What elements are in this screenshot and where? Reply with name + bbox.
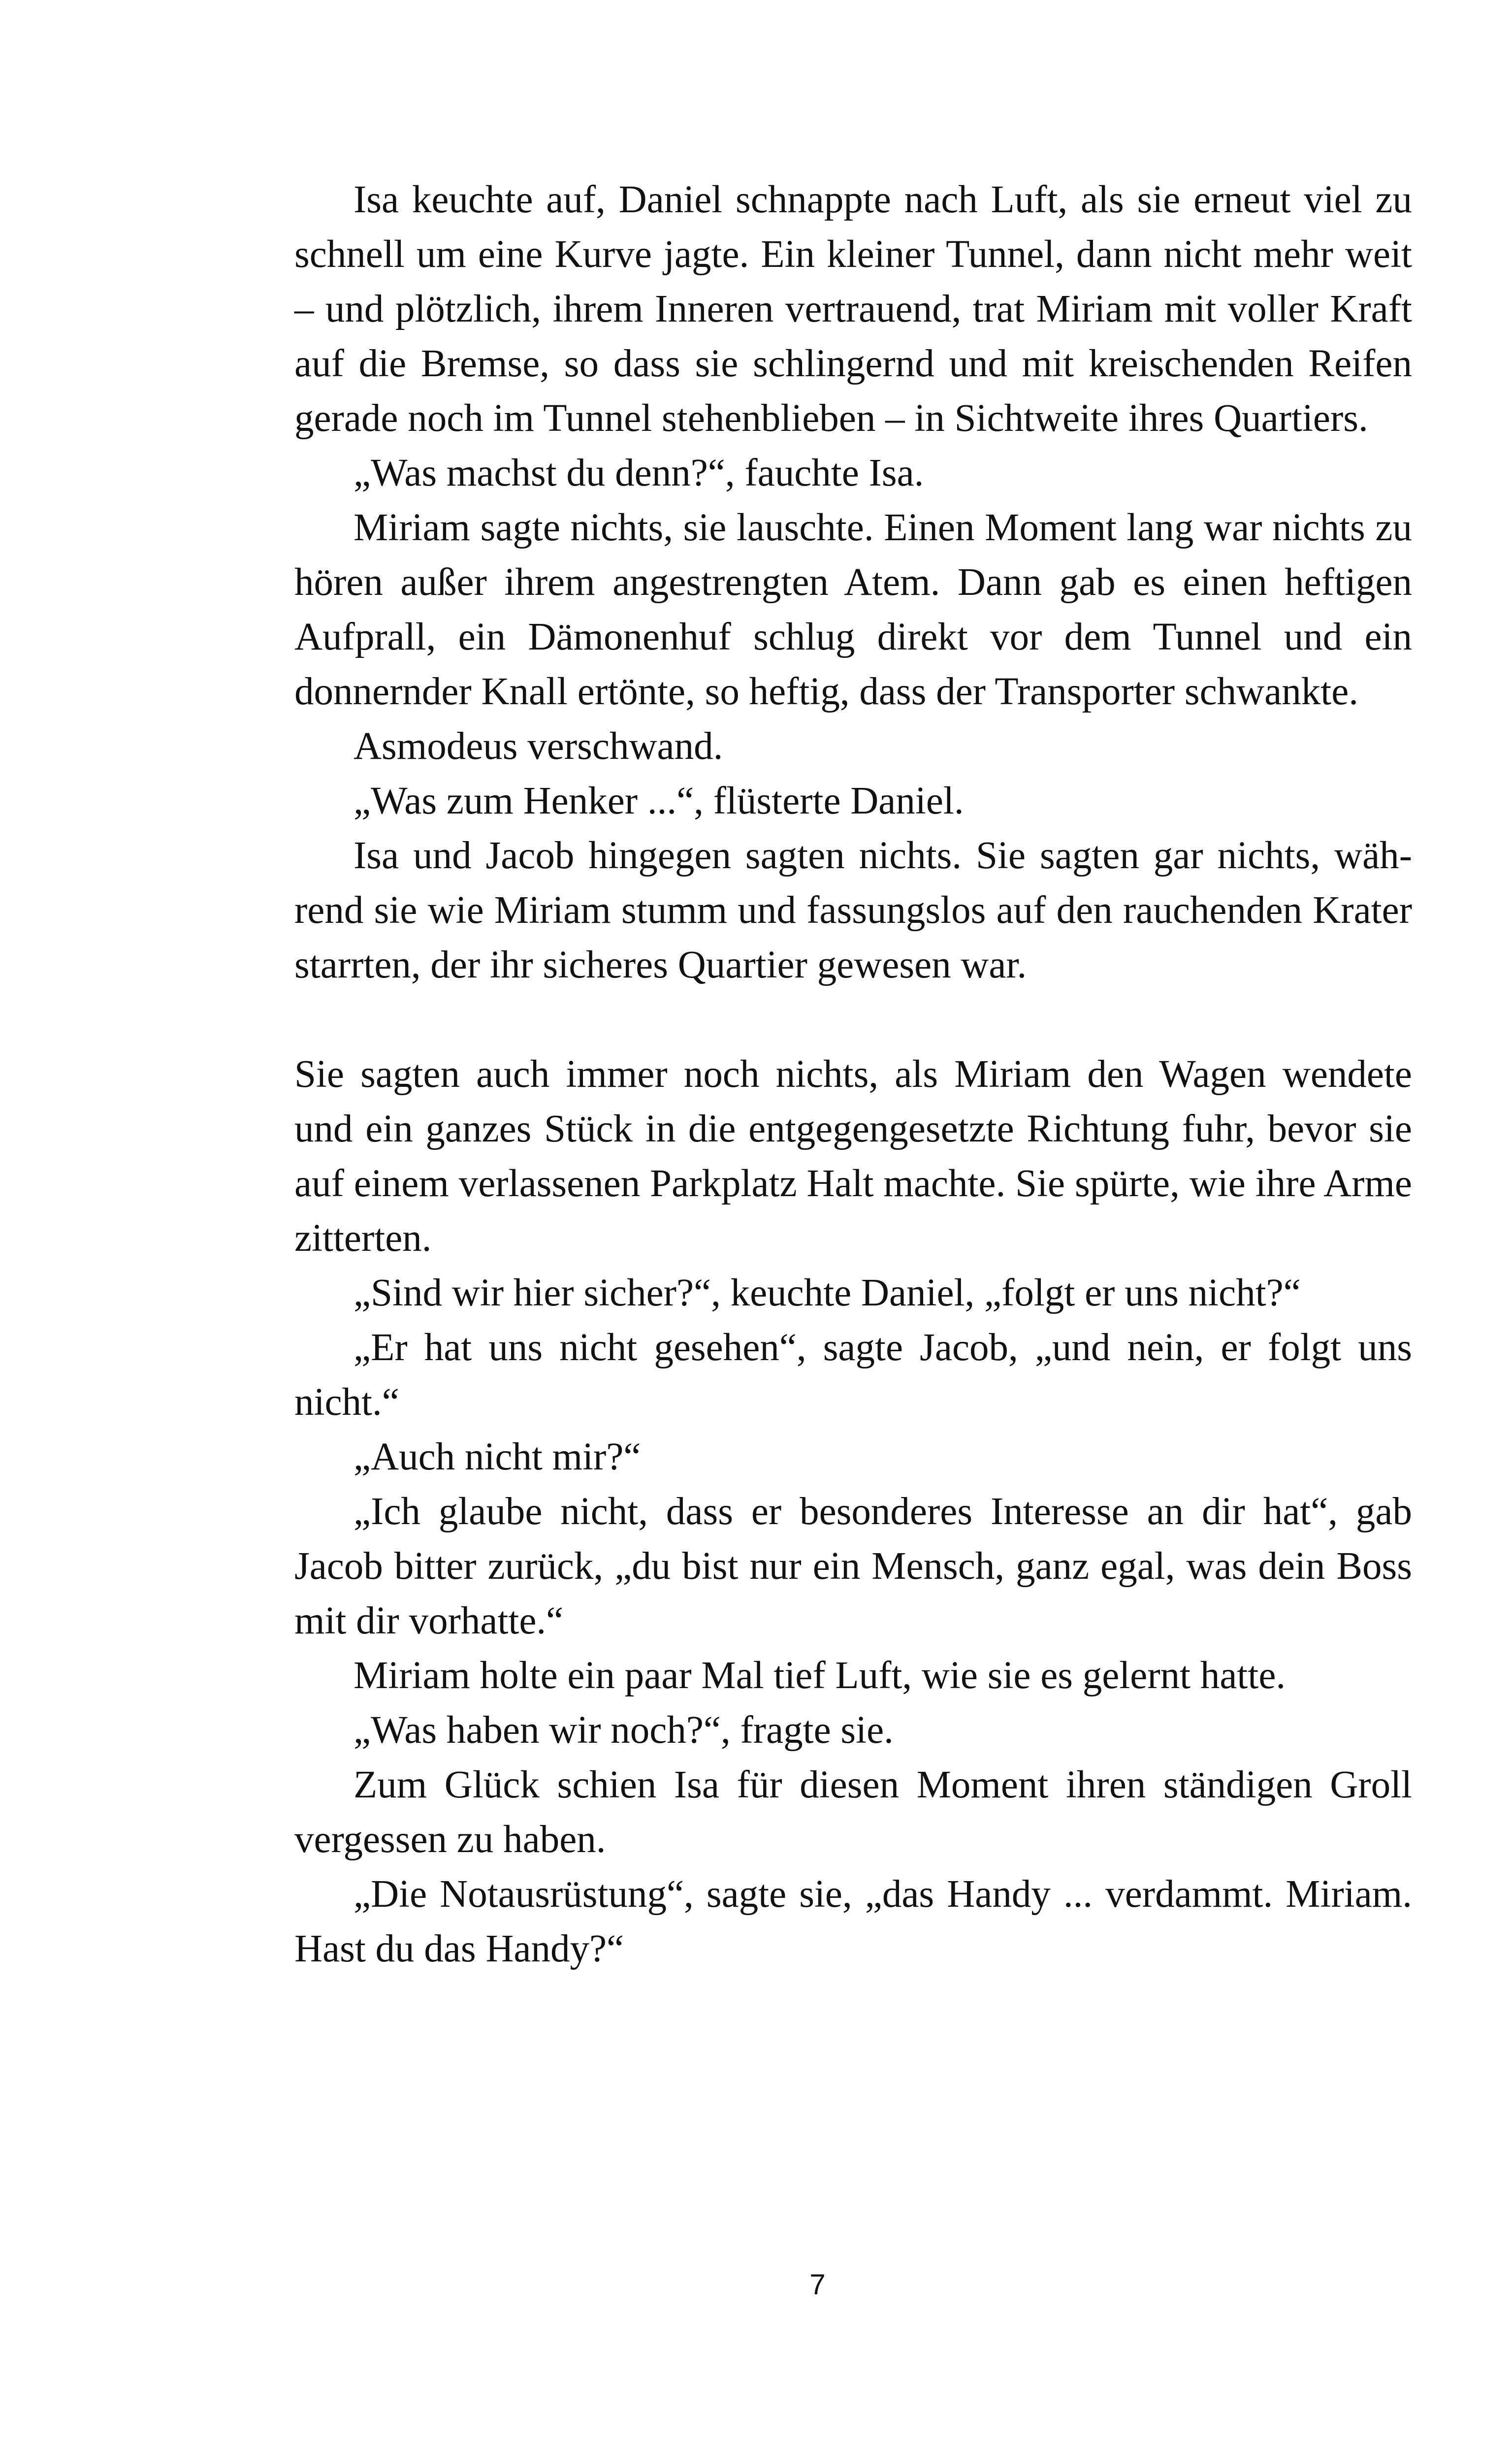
page-number: 7 xyxy=(809,2269,826,2301)
paragraph: „Ich glaube nicht, dass er besonderes Interesse an dir hat“, gab Jacob bitter zurück, „du bist nur ein Mensch, ganz egal, was dein Boss mit dir vorhatte.“ xyxy=(294,1490,1412,1642)
paragraph: Zum Glück schien Isa für diesen Moment ihren ständigen Groll vergessen zu haben. xyxy=(294,1763,1412,1861)
paragraph: „Die Notausrüstung“, sagte sie, „das Handy ... verdammt. Miriam. Hast du das Handy?“ xyxy=(294,1873,1412,1970)
paragraph: Asmodeus verschwand. xyxy=(354,725,723,768)
body-text xyxy=(294,172,1412,1976)
paragraph: Sie sagten auch immer noch nichts, als Miriam den Wagen wendete und ein ganzes Stück in die entgegengesetzte Richtung fuhr, bevor sie auf einem verlassenen Parkplatz Halt machte. Sie spürte, wie ihre Arme zitterten. xyxy=(294,1053,1412,1260)
paragraph: Isa und Jacob hingegen sagten nichts. Sie sagten gar nichts, während sie wie Miriam stumm und fassungslos auf den rauchenden Krater starrten, der ihr sicheres Quartier gewesen war. xyxy=(294,834,1412,986)
paragraph: „Was haben wir noch?“, fragte sie. xyxy=(354,1709,894,1752)
paragraph: „Auch nicht mir?“ xyxy=(354,1435,641,1478)
paragraph: Miriam holte ein paar Mal tief Luft, wie sie es gelernt hatte. xyxy=(354,1654,1286,1697)
paragraph: Isa keuchte auf, Daniel schnappte nach Luft, als sie erneut viel zu schnell um eine Kurve jagte. Ein kleiner Tunnel, dann nicht mehr weit – und plötzlich, ihrem Inneren vertrauend, trat Miriam mit voller Kraft auf die Bremse, so dass sie schlingernd und mit kreischenden Reifen gerade noch im Tunnel stehenblieben – in Sichtweite ihres Quartiers. xyxy=(294,178,1412,440)
paragraph: „Er hat uns nicht gesehen“, sagte Jacob, „und nein, er folgt uns nicht.“ xyxy=(294,1326,1412,1424)
paragraph: „Was machst du denn?“, fauchte Isa. xyxy=(354,452,924,494)
paragraph: „Sind wir hier sicher?“, keuchte Daniel, „folgt er uns nicht?“ xyxy=(354,1271,1301,1314)
paragraph: Miriam sagte nichts, sie lauschte. Einen Moment lang war nichts zu hören außer ihrem angestrengten Atem. Dann gab es einen heftigen Aufprall, ein Dämonenhuf schlug direkt vor dem Tunnel und ein donnernder Knall ertönte, so heftig, dass der Transporter schwankte. xyxy=(294,506,1412,713)
paragraph: „Was zum Henker ...“, flüsterte Daniel. xyxy=(354,780,964,822)
